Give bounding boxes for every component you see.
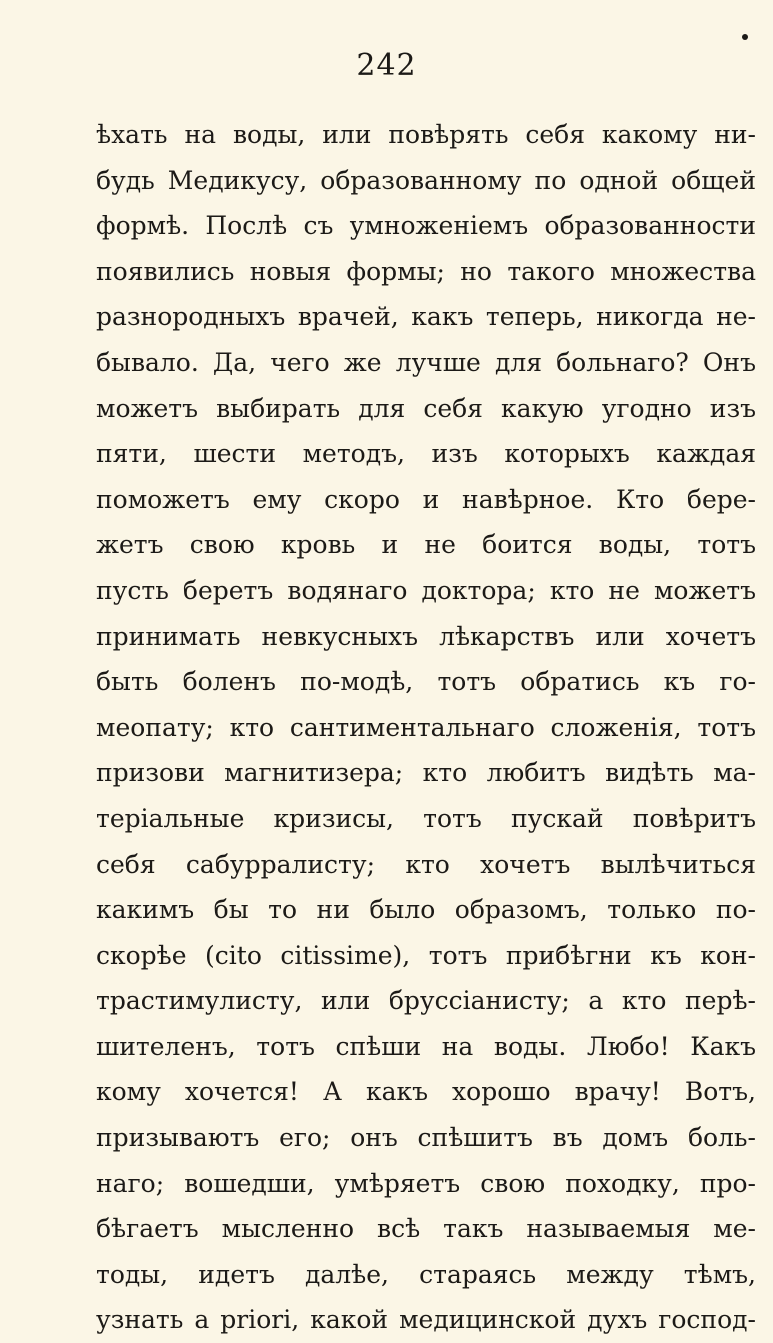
text-line: формѣ. Послѣ съ умноженіемъ образованности <box>96 211 756 241</box>
text-line: узнать a priori, какой медицинской духъ господ- <box>96 1305 756 1335</box>
text-line: ѣхать на воды, или повѣрять себя какому ни- <box>96 120 756 149</box>
text-line: разнородныхъ врачей, какъ теперь, никогда не- <box>96 302 756 332</box>
text-line: можетъ выбирать для себя какую угодно изъ <box>96 393 756 423</box>
text-line: появились новыя формы; но такого множества <box>96 256 756 286</box>
text-line: шителенъ, тотъ спѣши на воды. Любо! Какъ <box>96 1031 756 1061</box>
text-line: пяти, шести методъ, изъ которыхъ каждая <box>96 439 756 469</box>
text-line: трастимулисту, или бруссіанисту; а кто перѣ- <box>96 986 756 1016</box>
text-line: кому хочется! А какъ хорошо врачу! Вотъ, <box>96 1077 756 1107</box>
text-line: будь Медикусу, образованному по одной общей <box>96 165 756 195</box>
text-line: себя сабурралисту; кто хочетъ вылѣчиться <box>96 849 756 879</box>
ink-speck <box>742 34 748 40</box>
text-line: наго; вошедши, умѣряетъ свою походку, про- <box>96 1168 756 1198</box>
text-line: поможетъ ему скоро и навѣрное. Кто бере- <box>96 484 756 514</box>
text-line: теріальные кризисы, тотъ пускай повѣритъ <box>96 803 756 833</box>
text-line: тоды, идетъ далѣе, стараясь между тѣмъ, <box>96 1259 756 1289</box>
text-line: пусть беретъ водянаго доктора; кто не можетъ <box>96 575 756 605</box>
text-line: бѣгаетъ мысленно всѣ такъ называемыя ме- <box>96 1214 756 1244</box>
body-text <box>96 112 756 1343</box>
text-line: принимать невкусныхъ лѣкарствъ или хочетъ <box>96 621 756 651</box>
text-line: какимъ бы то ни было образомъ, только по- <box>96 895 756 925</box>
page-number: 242 <box>356 48 417 83</box>
text-line: жетъ свою кровь и не боится воды, тотъ <box>96 530 756 560</box>
text-line: меопату; кто сантиментальнаго сложенія, тотъ <box>96 712 756 742</box>
text-line: призываютъ его; онъ спѣшитъ въ домъ боль- <box>96 1123 756 1153</box>
text-line: бывало. Да, чего же лучше для больнаго? Онъ <box>96 347 756 377</box>
text-line: скорѣе (cito citissime), тотъ прибѣгни къ кон- <box>96 940 756 970</box>
text-line: призови магнитизера; кто любитъ видѣть ма- <box>96 758 756 788</box>
text-line: быть боленъ по-модѣ, тотъ обратись къ го- <box>96 667 756 697</box>
